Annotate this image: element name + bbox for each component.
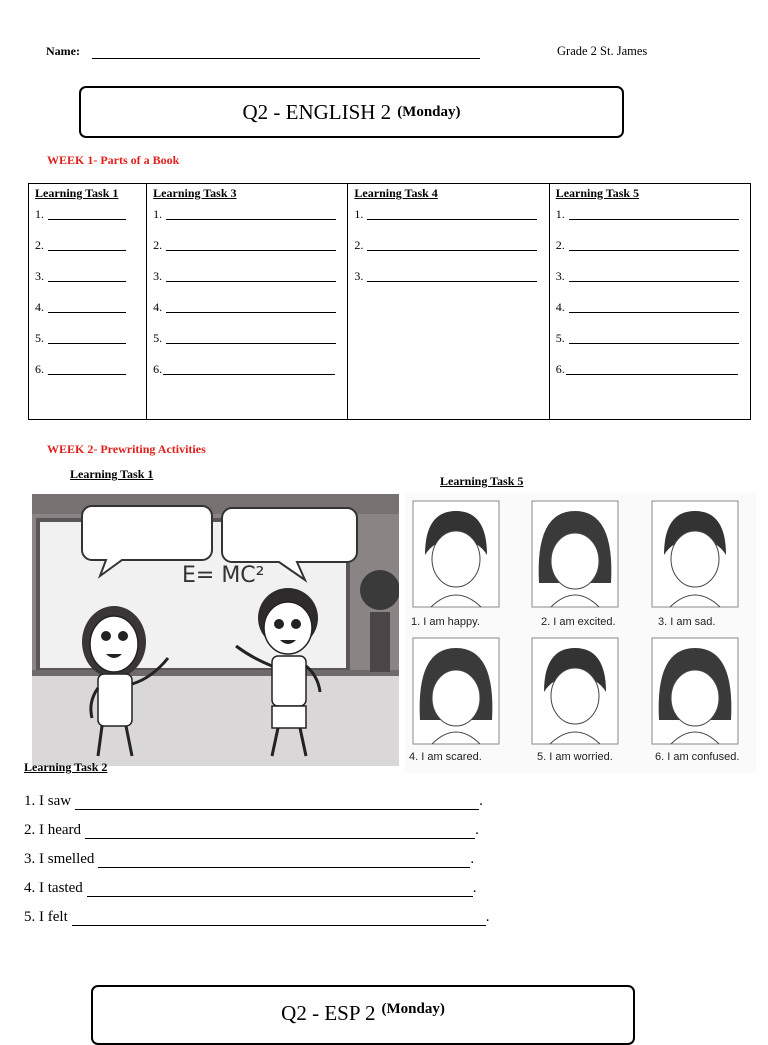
face-girl-icon bbox=[532, 501, 618, 607]
answer-line[interactable]: 4. bbox=[556, 300, 744, 331]
answer-line[interactable]: 5. bbox=[556, 331, 744, 362]
answer-line[interactable]: 1. bbox=[35, 207, 140, 238]
face-boy-icon bbox=[532, 638, 618, 744]
task-heading: Learning Task 3 bbox=[153, 186, 237, 200]
answer-line[interactable]: 6. bbox=[556, 362, 744, 393]
sentence-prompt[interactable]: 5. I felt . bbox=[24, 909, 490, 925]
answer-line[interactable]: 1. bbox=[556, 207, 744, 238]
classroom-illustration bbox=[32, 494, 399, 766]
emotion-faces-grid bbox=[405, 493, 756, 773]
face-boy-icon bbox=[652, 501, 738, 607]
esp-title-day: (Monday) bbox=[381, 1001, 445, 1017]
sentence-prompt[interactable]: 3. I smelled . bbox=[24, 851, 475, 867]
name-label: Name: bbox=[46, 44, 80, 58]
week1-heading: WEEK 1- Parts of a Book bbox=[47, 153, 180, 167]
globe-icon bbox=[360, 570, 399, 610]
sentence-prompt[interactable]: 1. I saw . bbox=[24, 793, 483, 809]
answer-line[interactable]: 1. bbox=[354, 207, 542, 238]
learning-task-2-label: Learning Task 2 bbox=[24, 760, 108, 774]
task-column-5 bbox=[549, 184, 750, 420]
answer-line[interactable]: 3. bbox=[153, 269, 341, 300]
answer-line[interactable]: 2. bbox=[556, 238, 744, 269]
answer-line[interactable]: 2. bbox=[35, 238, 140, 269]
face-caption: 1. I am happy. bbox=[411, 616, 480, 628]
face-caption: 2. I am excited. bbox=[541, 616, 616, 628]
answer-line[interactable]: 6. bbox=[35, 362, 140, 393]
face-caption: 6. I am confused. bbox=[655, 751, 740, 763]
grade-section: Grade 2 St. James bbox=[557, 44, 648, 58]
face-boy-icon bbox=[413, 501, 499, 607]
learning-task-5-label: Learning Task 5 bbox=[440, 474, 524, 488]
answer-line[interactable]: 3. bbox=[354, 269, 542, 300]
task-heading: Learning Task 5 bbox=[555, 186, 640, 200]
english-title-box bbox=[79, 86, 624, 138]
answer-line[interactable]: 3. bbox=[35, 269, 140, 300]
answer-line[interactable]: 1. bbox=[153, 207, 341, 238]
face-caption: 3. I am sad. bbox=[658, 616, 716, 628]
answer-line[interactable]: 3. bbox=[556, 269, 744, 300]
face-girl-icon bbox=[652, 638, 738, 744]
task-column-3 bbox=[147, 184, 348, 420]
learning-task-1-label: Learning Task 1 bbox=[70, 467, 154, 481]
board-formula: E= MC² bbox=[182, 563, 265, 588]
answer-line[interactable]: 6. bbox=[153, 362, 341, 393]
name-line[interactable] bbox=[92, 58, 480, 59]
face-caption: 4. I am scared. bbox=[409, 751, 482, 763]
answer-line[interactable]: 2. bbox=[153, 238, 341, 269]
answer-line[interactable]: 5. bbox=[153, 331, 341, 362]
answer-line[interactable]: 2. bbox=[354, 238, 542, 269]
answer-line[interactable]: 5. bbox=[35, 331, 140, 362]
answer-line[interactable]: 4. bbox=[35, 300, 140, 331]
english-title-day: (Monday) bbox=[397, 103, 461, 120]
sentence-prompt[interactable]: 2. I heard . bbox=[24, 822, 479, 838]
esp-title: Q2 - ESP 2 bbox=[281, 1001, 376, 1025]
esp-title-box bbox=[91, 985, 635, 1045]
face-girl-icon bbox=[413, 638, 499, 744]
week2-heading: WEEK 2- Prewriting Activities bbox=[47, 442, 206, 456]
task-column-1 bbox=[29, 184, 147, 420]
week1-task-table bbox=[28, 183, 751, 420]
english-title: Q2 - ENGLISH 2 bbox=[242, 99, 392, 124]
task-heading: Learning Task 4 bbox=[354, 186, 438, 200]
task-column-4 bbox=[348, 184, 549, 420]
face-caption: 5. I am worried. bbox=[537, 751, 613, 763]
task-heading: Learning Task 1 bbox=[35, 186, 119, 200]
sentence-prompt[interactable]: 4. I tasted . bbox=[24, 880, 477, 896]
answer-line[interactable]: 4. bbox=[153, 300, 341, 331]
